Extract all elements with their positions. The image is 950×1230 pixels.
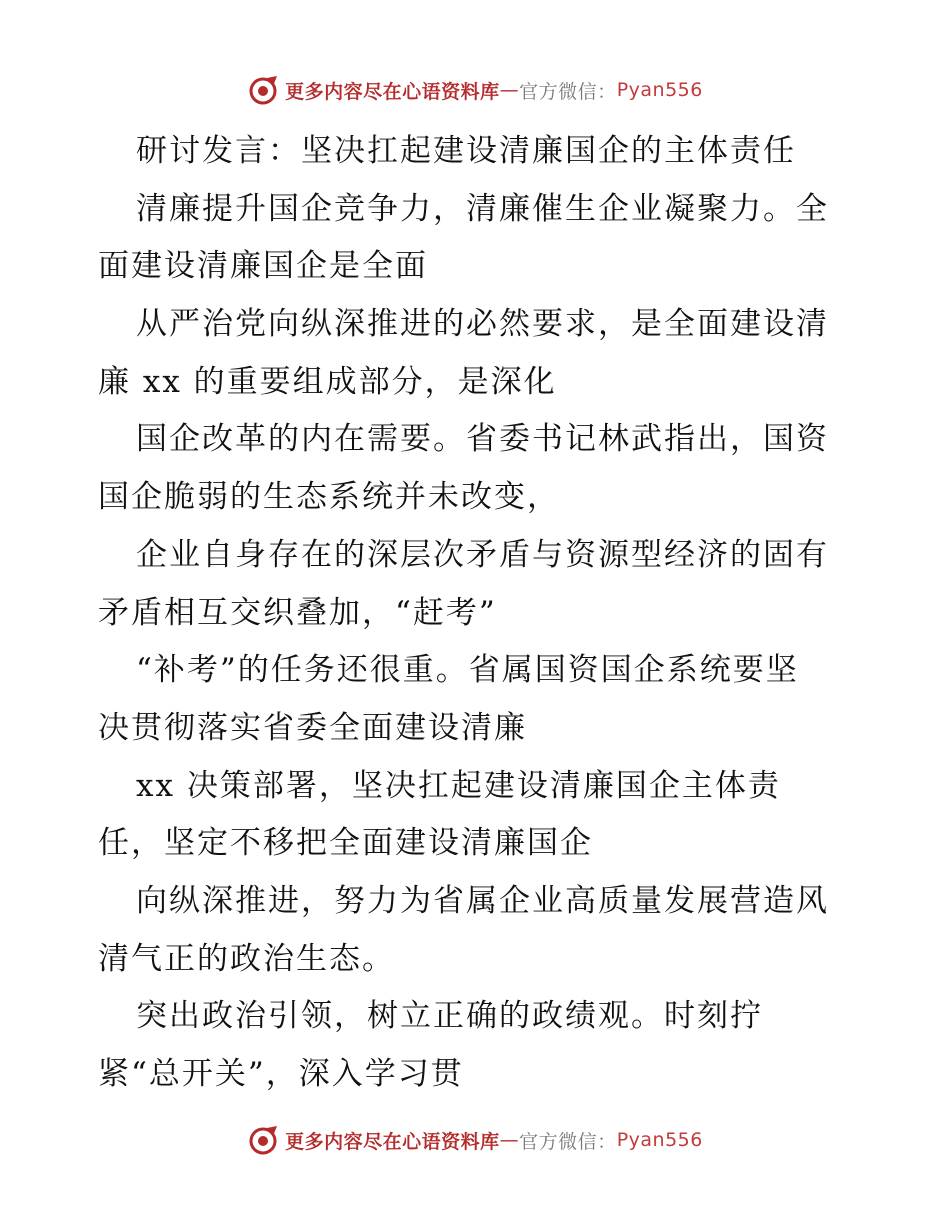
separator: — [499,1129,520,1151]
header-watermark-banner [0,70,950,110]
paragraph-line: 面建设清廉国企是全面 [98,248,428,285]
promo-text: 更多内容尽在心语资料库 [285,1130,500,1153]
footer-watermark-banner [0,1120,950,1160]
paragraph-line: 廉 xx 的重要组成部分，是深化 [98,363,557,400]
document-title: 研讨发言：坚决扛起建设清廉国企的主体责任 [136,133,796,169]
wechat-label: 官方微信： [519,80,617,103]
paragraph-line: 向纵深推进，努力为省属企业高质量发展营造风 [136,882,829,919]
wechat-id: Pyan556 [616,79,703,101]
separator: — [499,79,520,101]
paragraph-line: 矛盾相互交织叠加，“赶考” [98,594,497,631]
paragraph-line: 清廉提升国企竞争力，清廉催生企业凝聚力。全 [136,190,829,227]
paragraph-line: 企业自身存在的深层次矛盾与资源型经济的固有 [136,536,829,573]
paragraph-line: 任，坚定不移把全面建设清廉国企 [98,825,593,862]
promo-text: 更多内容尽在心语资料库 [285,80,500,103]
document-body [98,123,858,1104]
paragraph-line: 紧“总开关”，深入学习贯 [98,1056,464,1092]
paragraph-line: “补考”的任务还很重。省属国资国企系统要坚 [136,652,799,689]
paragraph-line: 突出政治引领，树立正确的政绩观。时刻拧 [136,998,763,1035]
paragraph-line: 清气正的政治生态。 [98,940,395,977]
paragraph-line: 国企脆弱的生态系统并未改变， [98,479,560,516]
paragraph-line: 从严治党向纵深推进的必然要求，是全面建设清 [136,306,829,343]
pen-seal-icon [247,1124,279,1156]
paragraph-line: xx 决策部署，坚决扛起建设清廉国企主体责 [136,767,781,804]
paragraph-line: 决贯彻落实省委全面建设清廉 [98,709,527,746]
pen-seal-icon [247,74,279,106]
wechat-id: Pyan556 [616,1129,703,1151]
wechat-label: 官方微信： [519,1130,617,1153]
paragraph-line: 国企改革的内在需要。省委书记林武指出，国资 [136,421,829,458]
